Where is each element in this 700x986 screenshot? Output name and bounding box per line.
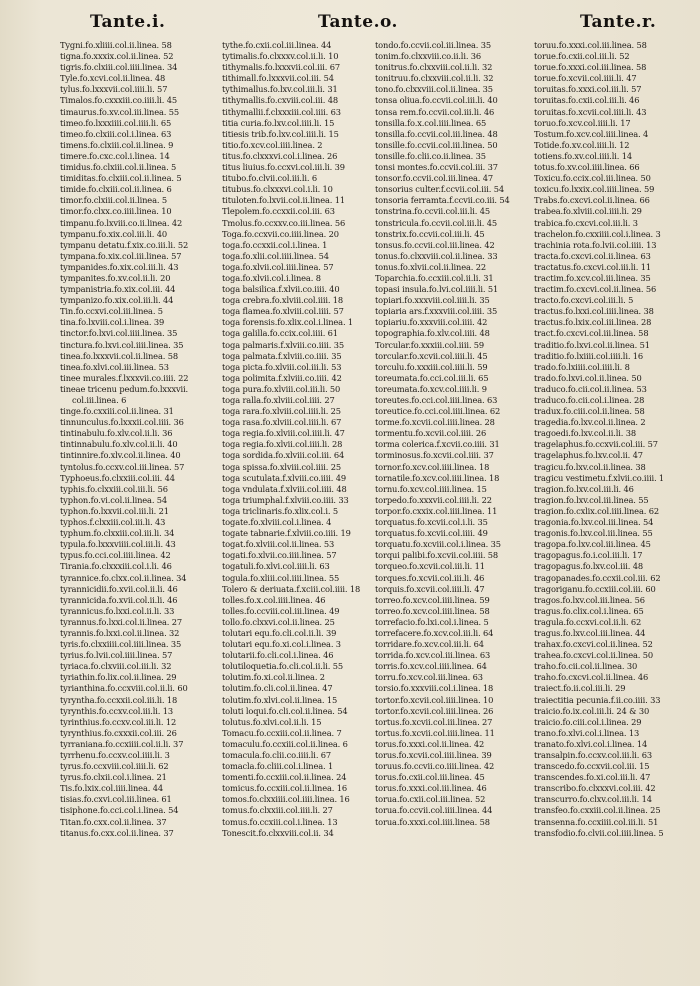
index-entry: timaurus.fo.xv.col.iii.linea. 55 xyxy=(60,106,179,117)
index-entry: torma colerica.f.xcvii.co.iiii. 31 xyxy=(375,439,500,450)
index-entry: torrefacio.fo.lxi.col.i.linea. 5 xyxy=(375,616,489,627)
index-entry: toga pura.fo.xlviii.col.iii.li. 50 xyxy=(222,383,341,394)
index-entry: Tlepolem.fo.ccxxii.col.iii. 63 xyxy=(222,206,335,217)
index-entry: tintinnabulu.fo.xlv.col.ii.li. 40 xyxy=(60,439,178,450)
index-entry: tympanites.fo.xv.col.ii.li. 20 xyxy=(60,272,171,283)
index-entry: tragion.fo.lxv.col.iii.linea. 55 xyxy=(534,494,649,505)
index-entry: toreumata.fo.xcv.col.iiii.li. 9 xyxy=(375,383,487,394)
index-entry: torqueo.fo.xcvii.col.iii.li. 11 xyxy=(375,561,485,572)
index-entry: trano.fo.xlvi.col.i.linea. 13 xyxy=(534,727,640,738)
index-entry: transcedo.fo.ccxvii.col.iii. 15 xyxy=(534,761,650,772)
index-entry: tytimalis.fo.clxxxv.col.ii.li. 10 xyxy=(222,51,339,62)
index-entry: tragopanades.fo.ccxii.col.iii. 62 xyxy=(534,572,661,583)
index-entry: Timalos.fo.cxxxiii.co.iiii.li. 45 xyxy=(60,95,177,106)
index-entry: topiariu.fo.xxxviii.col.iiii. 42 xyxy=(375,317,488,328)
index-entry: tyrrhenu.fo.ccxv.col.iiii.li. 3 xyxy=(60,750,170,760)
index-entry: tonim.fo.clxxviii.co.ii.li. 36 xyxy=(375,51,482,62)
index-entry: tomaculu.fo.ccxiii.col.ii.linea. 6 xyxy=(222,738,348,749)
index-entry: tolutarii.fo.cli.col.i.linea. 46 xyxy=(222,650,334,661)
index-entry: trahea.fo.cxcvi.col.ii.linea. 50 xyxy=(534,650,654,661)
index-entry: toruo.fo.xcv.col.iiii.li. 17 xyxy=(534,117,631,128)
index-entry: toga flamea.fo.xlviii.col.iiii. 57 xyxy=(222,306,344,317)
index-entry: traho.fo.cxcvi.col.ii.linea. 46 xyxy=(534,672,649,683)
index-entry: torquatu.fo.xcviii.col.i.linea. 35 xyxy=(375,539,501,550)
index-entry: toga sordida.fo.xlviii.col.iii. 64 xyxy=(222,450,345,461)
index-entry: Toxicu.fo.ccix.col.iii.linea. 50 xyxy=(534,173,651,184)
index-entry: toga regia.fo.xlviii.col.iiii.li. 47 xyxy=(222,428,345,439)
index-entry: tyrannicus.fo.lxxi.col.ii.li. 33 xyxy=(60,605,175,616)
index-entry: Typhoeus.fo.clxxiii.col.iii. 44 xyxy=(60,472,175,483)
index-entry: topiari.fo.xxxviii.col.iiii.li. 35 xyxy=(375,295,490,306)
index-entry: tympana.fo.xix.col.iii.linea. 57 xyxy=(60,250,182,261)
index-entry: toga triumphal.f.xlviii.co.iiii. 33 xyxy=(222,494,349,505)
index-entry: typus.fo.cci.col.iiii.linea. 42 xyxy=(60,550,171,561)
index-entry: torminosus.fo.xcvii.col.iiii. 37 xyxy=(375,450,494,461)
index-entry: tolutus.fo.xlvi.col.ii.li. 15 xyxy=(222,716,322,727)
index-entry: toga forensis.fo.xlix.col.i.linea. 1 xyxy=(222,317,354,328)
index-entry: toga scutulata.f.xlviii.co.iiii. 49 xyxy=(222,472,347,483)
index-entry: torques.fo.xcvii.col.iii.li. 46 xyxy=(375,572,485,583)
index-entry: tympanides.fo.xix.col.iii.li. 43 xyxy=(60,261,179,272)
index-entry: titiesis trib.fo.lxv.col.iiii.li. 15 xyxy=(222,128,339,139)
index-entry: titio.fo.xcv.col.iiii.linea. 2 xyxy=(222,139,323,150)
index-entry: torus.fo.xxxi.col.ii.linea. 42 xyxy=(375,738,485,749)
index-entry: timide.fo.clxiii.col.ii.linea. 6 xyxy=(60,184,172,195)
index-entry: tyrus.fo.ccxviii.col.iiii.li. 62 xyxy=(60,761,169,772)
index-entry: toruus.fo.ccvii.co.iiii.linea. 42 xyxy=(375,761,495,772)
index-entry: trachinia rota.fo.lvii.col.iiii. 13 xyxy=(534,239,657,250)
column-heading-1: Tante.i. xyxy=(90,12,166,32)
index-entry: toga galilla.fo.ccix.col.iiii. 61 xyxy=(222,328,338,339)
index-entry: torua.fo.xxxi.col.iiii.linea. 58 xyxy=(375,816,490,827)
index-entry: tyrannice.fo.clxx.col.ii.linea. 34 xyxy=(60,572,187,583)
index-entry: tonsi montes.fo.ccvii.col.iii. 37 xyxy=(375,162,498,173)
index-entry: torpor.fo.cxxix.col.iiii.linea. 11 xyxy=(375,505,498,516)
index-entry: col.iii.linea. 6 xyxy=(72,395,127,405)
index-entry: tyrus.fo.clxii.col.i.linea. 21 xyxy=(60,772,167,783)
index-entry: torue.fo.xxxi.col.iii.linea. 58 xyxy=(534,62,647,73)
index-entry: traduco.fo.cii.col.i.linea. 28 xyxy=(534,395,645,405)
index-entry: timidus.fo.clxiii.col.ii.linea. 5 xyxy=(60,162,177,173)
index-entry: tineae tricenu pedum.fo.lxxxvii. xyxy=(60,383,189,394)
index-entry: timiditas.fo.clxiii.col.ii.linea. 5 xyxy=(60,173,182,184)
index-entry: tithimall.fo.lxxxvii.col.iii. 54 xyxy=(222,73,334,84)
index-entry: tranato.fo.xlvi.col.i.linea. 14 xyxy=(534,738,648,749)
index-entry: torue.fo.cxii.col.iii.li. 52 xyxy=(534,51,630,62)
index-entry: tragopagus.fo.lxv.col.iii. 48 xyxy=(534,561,643,572)
index-entry: tyrynthis.fo.ccxv.col.iii.li. 13 xyxy=(60,705,173,716)
index-entry: toruu.fo.xxxi.col.iii.linea. 58 xyxy=(534,40,647,50)
index-entry: toruitas.fo.xcvii.col.iiii.li. 43 xyxy=(534,106,647,117)
index-entry: tortor.fo.xcvii.col.iiii.linea. 26 xyxy=(375,705,494,716)
index-entry: tonsilla.fo.ccvii.col.iii.linea. 48 xyxy=(375,128,498,139)
index-entry: tractus.fo.lxix.col.iii.linea. 28 xyxy=(534,317,652,328)
index-entry: Tyle.fo.xcvi.col.ii.linea. 48 xyxy=(60,73,166,84)
index-entry: tragoriganu.fo.ccxiii.col.iii. 60 xyxy=(534,583,656,594)
index-entry: tyris.fo.clxxiiii.col.iiii.linea. 35 xyxy=(60,639,182,650)
index-entry: tympanu.fo.xix.col.iii.li. 40 xyxy=(60,228,167,239)
index-entry: transfodio.fo.clvii.col.iiii.linea. 5 xyxy=(534,827,664,838)
index-entry: tormentu.fo.xcvii.col.iiii. 26 xyxy=(375,428,487,439)
index-entry: toga polimita.f.xlviii.co.iiii. 42 xyxy=(222,372,342,383)
index-entry: torus.fo.xcvii.col.iiii.linea. 39 xyxy=(375,750,492,760)
index-entry: tragus.fo.clix.col.i.linea. 65 xyxy=(534,605,644,616)
index-entry: tomenti.fo.ccxiii.col.ii.linea. 24 xyxy=(222,772,347,783)
index-entry: tigris.fo.clxiii.col.iiii.linea. 34 xyxy=(60,62,178,73)
index-entry: tornor.fo.xcv.col.iiii.linea. 18 xyxy=(375,461,490,472)
index-entry: tomicus.fo.ccxiii.col.ii.linea. 16 xyxy=(222,783,347,794)
index-entry: tonstricula.fo.ccvii.col.iii.li. 45 xyxy=(375,217,498,228)
index-entry: tyrraniana.fo.ccxiiii.col.ii.li. 37 xyxy=(60,738,184,749)
index-entry: trahax.fo.cxcvi.col.ii.linea. 52 xyxy=(534,639,653,650)
index-entry: tyrannicida.fo.xvii.col.ii.li. 46 xyxy=(60,594,178,605)
index-entry: Tin.fo.ccxvi.col.iii.linea. 5 xyxy=(60,306,163,317)
index-entry: transcendes.fo.xi.col.iii.li. 47 xyxy=(534,772,651,783)
index-entry: torris.fo.xcv.col.iiii.linea. 64 xyxy=(375,661,487,672)
index-entry: tyrianthina.fo.ccxviii.col.ii.li. 60 xyxy=(60,683,188,694)
index-entry: tortus.fo.xcvii.col.iiii.linea. 11 xyxy=(375,727,495,738)
index-entry: tonstrix.fo.ccvii.col.iii.li. 45 xyxy=(375,228,485,239)
index-entry: tolutim.fo.cli.col.ii.linea. 47 xyxy=(222,683,333,694)
index-entry: traicio.fo.ix.col.iii.li. 24 & 30 xyxy=(534,705,650,716)
index-entry: tradux.fo.ciii.col.ii.linea. 58 xyxy=(534,406,645,417)
index-entry: torquis.fo.xcvii.col.iiii.li. 47 xyxy=(375,583,485,594)
index-column-2 xyxy=(222,40,382,839)
index-entry: Trabs.fo.cxcvi.col.ii.linea. 66 xyxy=(534,195,650,206)
index-entry: tomos.fo.clxxiiii.col.iiii.linea. 16 xyxy=(222,794,350,805)
index-entry: traditio.fo.lxiiii.col.iiii.li. 16 xyxy=(534,350,644,361)
index-entry: traiect.fo.ii.col.iii.li. 29 xyxy=(534,683,626,694)
index-entry: torcular.fo.xcvii.col.iiii.li. 45 xyxy=(375,350,488,361)
index-entry: totiens.fo.xv.col.iiii.li. 14 xyxy=(534,150,633,161)
index-entry: tragonia.fo.lxv.col.iii.linea. 54 xyxy=(534,517,654,528)
index-entry: tithymallii.f.clxxxiii.col.iiii. 63 xyxy=(222,106,341,117)
index-entry: typhos.f.clxxiii.col.iii.li. 43 xyxy=(60,517,166,528)
index-entry: Tonescit.fo.clxxviii.col.ii. 34 xyxy=(222,827,334,838)
index-entry: togate tabnarie.f.xlviii.co.iiii. 19 xyxy=(222,528,351,539)
index-entry: timens.fo.clxiii.col.ii.linea. 9 xyxy=(60,139,174,150)
index-entry: Tolero & deriuata.f.xciii.col.iiii. 18 xyxy=(222,583,361,594)
index-entry: tituloten.fo.lxvii.col.ii.linea. 11 xyxy=(222,195,346,206)
index-entry: traduco.fo.cii.col.ii.linea. 53 xyxy=(534,383,647,394)
index-entry: tympanistria.fo.xix.col.iii. 44 xyxy=(60,284,176,295)
index-entry: Tomacu.fo.ccxiii.col.ii.linea. 7 xyxy=(222,727,342,738)
index-entry: toga.fo.xlvii.col.iiii.linea. 57 xyxy=(222,261,334,272)
index-entry: tinea.fo.xlvi.col.iii.linea. 53 xyxy=(60,361,169,372)
index-entry: torue.fo.xcvii.col.iiii.li. 47 xyxy=(534,73,637,84)
index-entry: tragoedi.fo.lxv.col.ii.li. 38 xyxy=(534,428,636,439)
index-entry: tragopagus.fo.i.col.iii.li. 17 xyxy=(534,550,643,561)
index-entry: tyrannicidii.fo.xvii.col.ii.li. 46 xyxy=(60,583,178,594)
index-entry: traicio.fo.ciii.col.i.linea. 29 xyxy=(534,716,642,727)
index-entry: titia curia.fo.lxv.col.iiii.li. 15 xyxy=(222,117,335,128)
index-entry: toga rasa.fo.xlviii.col.iiii.li. 67 xyxy=(222,417,342,428)
index-entry: toga palmaris.f.xlviii.co.iiii. 35 xyxy=(222,339,344,350)
index-entry: toruitas.fo.cxii.col.iii.li. 46 xyxy=(534,95,640,106)
index-entry: torrefacere.fo.xcv.col.iii.li. 64 xyxy=(375,627,494,638)
index-entry: tonstrina.fo.ccvii.col.iii.li. 45 xyxy=(375,206,491,217)
index-entry: tractim.fo.xcv.col.iii.linea. 35 xyxy=(534,272,651,283)
index-entry: tomus.fo.ccxiii.col.i.linea. 13 xyxy=(222,816,338,827)
index-entry: Tirania.fo.clxxxiii.col.i.li. 46 xyxy=(60,561,172,572)
index-entry: torru.fo.xcv.col.iii.linea. 63 xyxy=(375,672,483,683)
index-entry: titubo.fo.clvii.col.iii.li. 6 xyxy=(222,173,317,184)
index-entry: tonitrus.fo.clxxviii.col.ii.li. 32 xyxy=(375,62,493,73)
index-entry: torridare.fo.xcv.col.iii.li. 64 xyxy=(375,639,484,650)
index-entry: tonsille.fo.clii.co.ii.linea. 35 xyxy=(375,150,486,161)
index-entry: titubus.fo.clxxxvi.col.i.li. 10 xyxy=(222,184,333,195)
index-entry: torreo.fo.xcv.col.iiii.linea. 58 xyxy=(375,605,490,616)
index-entry: tythe.fo.cxii.col.iii.linea. 44 xyxy=(222,40,332,50)
index-entry: timeo.fo.lxxxiiii.col.iiii.li. 65 xyxy=(60,117,172,128)
index-entry: torqui palibi.fo.xcvii.col.iiii. 58 xyxy=(375,550,499,561)
index-entry: traditio.fo.lxvi.col.ii.linea. 51 xyxy=(534,339,650,350)
index-entry: trachelon.fo.cxxiiii.col.i.linea. 3 xyxy=(534,228,661,239)
index-entry: toreutice.fo.cci.col.iiii.linea. 62 xyxy=(375,406,501,417)
index-entry: tolutim.fo.xi.col.ii.linea. 2 xyxy=(222,672,325,683)
index-entry: tonsoria ferramta.f.ccvii.co.iii. 54 xyxy=(375,195,510,206)
index-entry: tylus.fo.lxxxvii.col.iiii.li. 57 xyxy=(60,84,168,95)
index-entry: tyrynthius.fo.cxxxii.col.iii. 26 xyxy=(60,727,177,738)
index-entry: tonsorius culter.f.ccvii.col.iii. 54 xyxy=(375,184,505,195)
index-entry: tollo.fo.clxxvi.col.ii.linea. 25 xyxy=(222,616,335,627)
index-entry: tyrannus.fo.lxxi.col.ii.linea. 27 xyxy=(60,616,182,627)
index-entry: tracta.fo.cxcvi.col.ii.linea. 63 xyxy=(534,250,651,261)
index-entry: tyryntha.fo.ccxxii.col.iii.li. 18 xyxy=(60,694,178,705)
index-entry: torus.fo.xxxi.col.iii.linea. 46 xyxy=(375,783,487,794)
index-entry: tympanu detatu.f.xix.co.iii.li. 52 xyxy=(60,239,189,250)
index-entry: tolutari equ.fo.cli.col.ii.li. 39 xyxy=(222,627,337,638)
index-entry: toga triclinaris.fo.xlix.col.i. 5 xyxy=(222,505,338,516)
index-entry: tornu.fo.xcv.col.iiii.linea. 15 xyxy=(375,483,487,494)
index-entry: tractatus.fo.cxcvi.col.iii.li. 11 xyxy=(534,261,651,272)
index-entry: tyriaca.fo.clxviii.col.iii.li. 32 xyxy=(60,661,172,672)
column-heading-2: Tante.o. xyxy=(318,12,398,32)
index-entry: toga spissa.fo.xlviii.col.iiii. 25 xyxy=(222,461,342,472)
index-entry: tolutim.fo.xlvi.col.ii.linea. 15 xyxy=(222,694,338,705)
index-entry: tragula.fo.ccxvi.col.ii.li. 62 xyxy=(534,616,642,627)
index-entry: tonsa rem.fo.ccvii.col.iii.li. 46 xyxy=(375,106,495,117)
index-entry: tinea.fo.lxxxvii.col.ii.linea. 58 xyxy=(60,350,178,361)
index-entry: Toga.fo.ccxvii.co.iiii.linea. 20 xyxy=(222,228,339,239)
index-entry: tinctor.fo.lxvi.col.iiii.linea. 35 xyxy=(60,328,178,339)
index-entry: Torcular.fo.xxxiii.col.iiii. 59 xyxy=(375,339,485,350)
index-entry: trabea.fo.xlviii.col.iiii.li. 29 xyxy=(534,206,642,217)
index-entry: transalpin.fo.ccxv.col.iii.li. 63 xyxy=(534,750,652,760)
index-entry: toga ralla.fo.xlviii.col.iiii. 27 xyxy=(222,395,335,405)
index-entry: tinnunculus.fo.lxxxii.col.iiii. 36 xyxy=(60,417,184,428)
index-entry: tragedia.fo.lxv.col.ii.linea. 2 xyxy=(534,417,646,428)
index-entry: togat.fo.xlviii.col.ii.linea. 53 xyxy=(222,539,335,550)
index-entry: topiaria ars.f.xxxviii.col.iiii. 35 xyxy=(375,306,498,317)
index-column-4 xyxy=(534,40,694,839)
index-entry: topasi insula.fo.lvi.col.iiii.li. 51 xyxy=(375,284,499,295)
index-entry: tolles.fo.x.col.iiii.linea. 46 xyxy=(222,594,326,605)
index-entry: tomacla.fo.cliii.col.i.linea. 1 xyxy=(222,761,334,772)
index-entry: toga palmata.f.xlviii.co.iiii. 35 xyxy=(222,350,342,361)
index-entry: timeo.fo.clxiii.col.i.linea. 63 xyxy=(60,128,172,139)
index-entry: toruitas.fo.xxxi.col.iii.li. 57 xyxy=(534,84,642,95)
index-entry: tomacula.fo.clii.co.iiii.li. 67 xyxy=(222,750,332,760)
index-entry: trabica.fo.cxcvi.col.iii.li. 3 xyxy=(534,217,638,228)
index-entry: togula.fo.xliii.col.iiii.linea. 55 xyxy=(222,572,340,583)
index-column-1 xyxy=(60,40,220,839)
index-entry: tithymalis.fo.lxxxvii.col.iii. 67 xyxy=(222,62,341,73)
index-entry: tractim.fo.cxcvi.col.ii.linea. 56 xyxy=(534,284,657,295)
index-entry: tortus.fo.xcvii.col.iii.linea. 27 xyxy=(375,716,493,727)
index-entry: typhis.fo.clxxiii.col.iii.li. 56 xyxy=(60,483,168,494)
index-entry: transfeo.fo.cxxiii.col.ii.linea. 25 xyxy=(534,805,661,816)
index-entry: torquatus.fo.xcvii.col.iiii. 49 xyxy=(375,528,488,539)
index-entry: togatuli.fo.xlvi.col.iiii.li. 63 xyxy=(222,561,330,572)
index-entry: tisias.fo.cxvi.col.iii.linea. 61 xyxy=(60,794,172,805)
index-entry: tragion.fo.cxlix.col.iiii.linea. 62 xyxy=(534,505,659,516)
index-entry: tyntolus.fo.ccxv.col.iii.linea. 57 xyxy=(60,461,185,472)
index-entry: traiectitia pecunia.f.ii.co.iiii. 33 xyxy=(534,694,661,705)
index-entry: tyriathin.fo.lix.col.ii.linea. 29 xyxy=(60,672,177,683)
index-entry: tonus.fo.xlvii.col.ii.linea. 22 xyxy=(375,261,487,272)
index-entry: typhon.fo.lxxvii.col.iii.li. 21 xyxy=(60,505,169,516)
index-entry: tintinnire.fo.xlv.col.ii.linea. 40 xyxy=(60,450,181,461)
index-entry: tornatile.fo.xcv.col.iiii.linea. 18 xyxy=(375,472,500,483)
column-heading-3: Tante.r. xyxy=(580,12,657,32)
index-entry: torpedo.fo.xxxvii.col.iiii.li. 22 xyxy=(375,494,492,505)
index-entry: toga vndulata.f.xlviii.col.iiii. 48 xyxy=(222,483,347,494)
index-entry: tolutiloquetia.fo.cli.col.ii.li. 55 xyxy=(222,661,344,672)
index-entry: toga.fo.xlii.col.iiii.linea. 54 xyxy=(222,250,329,261)
index-entry: tonsor.fo.ccvii.col.iii.linea. 47 xyxy=(375,173,494,184)
index-entry: Tmolus.fo.ccxxv.co.iii.linea. 56 xyxy=(222,217,346,228)
index-entry: Tis.fo.lxix.col.iiii.linea. 44 xyxy=(60,783,163,794)
index-entry: tonitruu.fo.clxxviii.col.ii.li. 32 xyxy=(375,73,494,84)
index-entry: titus.fo.clxxxvi.col.i.linea. 26 xyxy=(222,150,338,161)
index-entry: toreutes.fo.cci.col.iiii.linea. 63 xyxy=(375,395,498,405)
index-entry: tomus.fo.clxxiii.col.iiii.li. 27 xyxy=(222,805,333,816)
index-entry: toreumata.fo.cci.col.iii.li. 65 xyxy=(375,372,489,383)
index-entry: togate.fo.xlviii.col.i.linea. 4 xyxy=(222,517,332,528)
index-entry: tinge.fo.cxxiii.col.ii.linea. 31 xyxy=(60,406,174,417)
index-entry: toga.fo.ccxxii.col.i.linea. 1 xyxy=(222,239,328,250)
index-entry: tragopa.fo.lxv.col.iii.linea. 45 xyxy=(534,539,651,550)
index-entry: Tygni.fo.xliiii.col.ii.linea. 58 xyxy=(60,40,172,50)
index-entry: timor.fo.clxiii.col.ii.linea. 5 xyxy=(60,195,167,206)
index-entry: torculu.fo.xxxiii.col.iiii.li. 59 xyxy=(375,361,488,372)
index-entry: tolutari equ.fo.xi.col.i.linea. 3 xyxy=(222,639,341,650)
index-entry: tragion.fo.lxv.col.iii.li. 46 xyxy=(534,483,634,494)
index-entry: tyrius.fo.lvii.col.iiii.linea. 57 xyxy=(60,650,173,661)
index-entry: tragelaphus.fo.lxv.col.ii. 47 xyxy=(534,450,643,461)
index-entry: Totide.fo.xv.col.iiii.li. 12 xyxy=(534,139,630,150)
index-entry: topographia.fo.xlv.col.iiii. 48 xyxy=(375,328,490,339)
index-entry: tyrinthius.fo.ccxv.col.iii.li. 12 xyxy=(60,716,177,727)
index-entry: torus.fo.cxii.col.iii.linea. 45 xyxy=(375,772,485,783)
index-entry: traho.fo.cii.col.ii.linea. 30 xyxy=(534,661,638,672)
index-entry: Titan.fo.cxx.col.ii.linea. 37 xyxy=(60,816,167,827)
index-entry: tragicu vestimetu.f.xlvii.co.iiii. 1 xyxy=(534,472,665,483)
index-entry: tortor.fo.xcvii.col.iiii.linea. 10 xyxy=(375,694,494,705)
index-entry: tinctura.fo.lxvi.col.iiii.linea. 35 xyxy=(60,339,184,350)
index-entry: timpanu.fo.lxviii.co.ii.linea. 42 xyxy=(60,217,183,228)
index-entry: togati.fo.xlvii.co.iiii.linea. 57 xyxy=(222,550,337,561)
index-entry: totus.fo.xv.col.iiii.linea. 66 xyxy=(534,162,640,173)
index-entry: typhon.fo.vi.col.ii.linea. 54 xyxy=(60,494,168,505)
index-entry: timor.fo.clxx.co.iiii.linea. 10 xyxy=(60,206,172,217)
index-entry: toga regia.fo.xlvii.col.iiii.li. 28 xyxy=(222,439,343,450)
index-entry: tithymallis.fo.cxviii.col.iii. 48 xyxy=(222,95,338,106)
index-entry: tigna.fo.xxxix.col.ii.linea. 52 xyxy=(60,51,174,62)
index-entry: tinee murales.f.lxxxvii.co.iiii. 22 xyxy=(60,372,189,383)
index-entry: tragus.fo.lxv.col.iii.linea. 44 xyxy=(534,627,646,638)
index-entry: tolles.fo.ccviii.col.iii.linea. 49 xyxy=(222,605,340,616)
index-entry: torua.fo.cxii.col.iii.linea. 52 xyxy=(375,794,486,805)
index-entry: toluti loqui.fo.cli.col.ii.linea. 54 xyxy=(222,705,348,716)
index-entry: transcurro.fo.clxv.col.iii.li. 14 xyxy=(534,794,652,805)
index-entry: tonsille.fo.ccvii.col.iii.linea. 50 xyxy=(375,139,498,150)
index-entry: tragonis.fo.lxv.col.iii.linea. 55 xyxy=(534,528,653,539)
index-entry: transenna.fo.ccxiiii.col.iii.li. 51 xyxy=(534,816,659,827)
index-entry: toga rara.fo.xlviii.col.iiii.li. 25 xyxy=(222,406,341,417)
index-entry: timere.fo.cxc.col.i.linea. 14 xyxy=(60,150,170,161)
index-entry: tympanizo.fo.xix.col.iii.li. 44 xyxy=(60,295,174,306)
index-entry: tondo.fo.ccvii.col.iii.linea. 35 xyxy=(375,40,492,50)
index-entry: toga balsilica.f.xlvii.co.iiii. 40 xyxy=(222,284,340,295)
index-entry: tina.fo.lxviii.col.i.linea. 39 xyxy=(60,317,165,328)
index-entry: tonsus.fo.ccvii.col.iii.linea. 42 xyxy=(375,239,495,250)
index-entry: torme.fo.xcvii.col.iiii.linea. 28 xyxy=(375,417,495,428)
index-entry: toga.fo.xlvii.col.i.linea. 8 xyxy=(222,272,321,283)
index-entry: torreo.fo.xcv.col.iiii.linea. 59 xyxy=(375,594,490,605)
index-entry: tintinabulu.fo.xlv.col.ii.li. 36 xyxy=(60,428,173,439)
index-entry: typula.fo.lxxxviiii.col.iii.li. 43 xyxy=(60,539,176,550)
index-entry: tragos.fo.lxv.col.iii.linea. 56 xyxy=(534,594,645,605)
index-entry: trado.fo.lxvi.col.ii.linea. 50 xyxy=(534,372,642,383)
index-entry: tonsilla.fo.x.col.iiii.linea. 65 xyxy=(375,117,487,128)
index-entry: toga picta.fo.xlviii.col.iii.li. 53 xyxy=(222,361,342,372)
index-entry: tract.fo.cxcvi.col.iii.linea. 58 xyxy=(534,328,649,339)
index-entry: Toparchia.fo.ccxiii.col.ii.li. 31 xyxy=(375,272,494,283)
index-entry: torua.fo.ccvii.col.iiii.linea. 44 xyxy=(375,805,493,816)
index-entry: trado.fo.lxiiii.col.iiii.li. 8 xyxy=(534,361,630,372)
index-column-3 xyxy=(375,40,535,828)
index-entry: toxicu.fo.lxxix.col.iiii.linea. 59 xyxy=(534,184,655,195)
index-entry: tracto.fo.cxcvi.col.iii.li. 5 xyxy=(534,295,634,306)
index-entry: Tostum.fo.xcv.col.iiii.linea. 4 xyxy=(534,128,649,139)
index-entry: torrida.fo.xcv.col.iii.linea. 63 xyxy=(375,650,491,661)
index-entry: tractus.fo.lxxi.col.iiii.linea. 38 xyxy=(534,306,654,317)
index-entry: typhum.fo.clxxiii.col.iii.li. 34 xyxy=(60,528,175,539)
index-entry: tragicu.fo.lxv.col.ii.linea. 38 xyxy=(534,461,646,472)
index-entry: tyrannis.fo.lxxi.col.ii.linea. 32 xyxy=(60,627,180,638)
index-entry: titanus.fo.cxx.col.ii.linea. 37 xyxy=(60,827,174,838)
index-entry: toga crebra.fo.xlviii.col.iiii. 18 xyxy=(222,295,344,306)
index-entry: tragelaphus.fo.ccxvii.col.iii. 57 xyxy=(534,439,658,450)
index-entry: tono.fo.clxxviii.col.ii.linea. 35 xyxy=(375,84,493,95)
index-entry: torquatus.fo.xcvii.col.i.li. 35 xyxy=(375,517,488,528)
index-entry: titus liuius.fo.ccxvi.col.iii.li. 39 xyxy=(222,162,345,173)
index-entry: transcribo.fo.clxxxvi.col.iii. 42 xyxy=(534,783,656,794)
index-entry: tisiphone.fo.cci.col.i.linea. 54 xyxy=(60,805,179,816)
index-entry: tythimallus.fo.lxv.col.iii.li. 31 xyxy=(222,84,338,95)
index-entry: tonus.fo.clxxviii.col.ii.linea. 33 xyxy=(375,250,498,261)
index-entry: torsio.fo.xxxviii.col.i.linea. 18 xyxy=(375,683,494,694)
index-entry: tonsa oliua.fo.ccvii.col.iii.li. 40 xyxy=(375,95,498,106)
